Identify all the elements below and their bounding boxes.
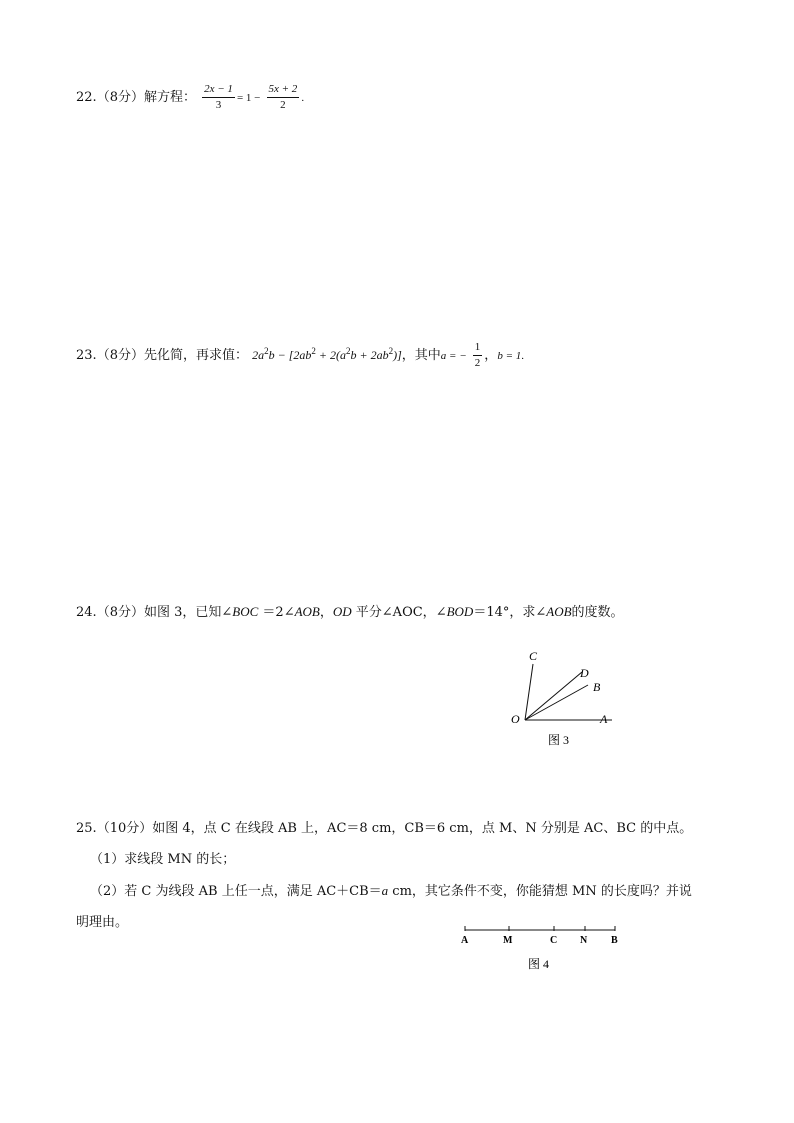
q22-equals-one: = 1 − bbox=[236, 92, 261, 104]
question-22 bbox=[76, 82, 304, 113]
q24-text: ＝14°，求 bbox=[473, 605, 536, 620]
figure-3-caption: 图 3 bbox=[548, 733, 570, 747]
q22-lhs-denominator: 3 bbox=[215, 99, 222, 111]
q25-number: 25. bbox=[76, 821, 97, 836]
label-b: B bbox=[611, 935, 618, 946]
q24-math: ∠BOC bbox=[221, 604, 259, 619]
q23-sep: ， bbox=[484, 348, 498, 363]
q22-score: （8分） bbox=[96, 90, 144, 105]
label-d: D bbox=[580, 666, 589, 680]
q23-cond-b: b = 1 bbox=[497, 350, 522, 362]
q25-part2-continued: 明理由。 bbox=[76, 915, 129, 930]
label-o: O bbox=[511, 712, 520, 726]
q24-text: 如图 3，已知 bbox=[143, 605, 222, 620]
ray-ob bbox=[525, 685, 588, 720]
q24-math: ∠BOD bbox=[435, 604, 474, 619]
q22-prompt: 解方程： bbox=[143, 90, 196, 105]
q22-end: . bbox=[301, 92, 305, 104]
q23-a-fraction bbox=[473, 340, 483, 371]
q24-text: 的度数。 bbox=[571, 605, 624, 620]
q23-score: （8分） bbox=[96, 348, 144, 363]
q22-number: 22. bbox=[76, 90, 97, 105]
ray-od bbox=[525, 672, 582, 720]
q24-score: （8分） bbox=[96, 605, 144, 620]
label-c: C bbox=[529, 649, 538, 663]
q24-text: ＝2 bbox=[258, 605, 284, 620]
q23-expr-exp: 2 bbox=[346, 346, 351, 356]
q24-math: ∠AOB bbox=[535, 604, 572, 619]
q23-a-numerator: 1 bbox=[473, 340, 483, 356]
q23-expr-exp: 2 bbox=[311, 346, 316, 356]
q23-expr-part: + 2(a bbox=[315, 348, 346, 362]
ray-oc bbox=[525, 664, 533, 720]
q22-lhs-fraction bbox=[202, 82, 235, 113]
figure-3 bbox=[500, 640, 630, 755]
q22-rhs-denominator: 2 bbox=[280, 99, 286, 111]
question-25 bbox=[76, 822, 692, 835]
question-23 bbox=[76, 340, 524, 371]
q23-where: ，其中 bbox=[401, 348, 441, 363]
q22-rhs-numerator: 5x + 2 bbox=[267, 82, 300, 98]
q25-part2-variable: a bbox=[381, 883, 389, 898]
q22-rhs-fraction bbox=[267, 82, 300, 113]
q24-number: 24. bbox=[76, 605, 97, 620]
label-a: A bbox=[600, 712, 608, 726]
q25-part1: （1）求线段 MN 的长； bbox=[90, 852, 236, 867]
q25-part2-text: cm，其它条件不变，你能猜想 MN 的长度吗？并说 bbox=[388, 884, 692, 899]
q25-part2 bbox=[90, 884, 692, 898]
q23-expr-exp: 2 bbox=[264, 346, 269, 356]
q23-expr-part: )] bbox=[393, 348, 402, 362]
q24-text: 平分∠AOC， bbox=[351, 605, 436, 620]
figure-4-caption: 图 4 bbox=[528, 957, 550, 971]
q23-a-denominator: 2 bbox=[474, 357, 481, 369]
label-c: C bbox=[550, 935, 558, 946]
q25-text: 如图 4，点 C 在线段 AB 上，AC＝8 cm，CB＝6 cm，点 M、N 分别是 AC、BC 的中点。 bbox=[152, 821, 693, 836]
q25-score: （10分） bbox=[96, 821, 153, 836]
q23-cond-a: a = − bbox=[440, 350, 467, 362]
label-a: A bbox=[461, 935, 469, 946]
q23-number: 23. bbox=[76, 348, 97, 363]
question-24 bbox=[76, 605, 624, 619]
q23-expr-exp: 2 bbox=[388, 346, 394, 356]
q23-prompt: 先化简，再求值： bbox=[143, 348, 248, 363]
q23-expr-part: 2a bbox=[252, 348, 265, 362]
q23-expr-part: b − [2ab bbox=[268, 348, 312, 362]
q23-end: . bbox=[521, 350, 524, 362]
q25-part2-text: （2）若 C 为线段 AB 上任一点，满足 AC＋CB＝ bbox=[90, 884, 382, 899]
q24-math: OD bbox=[332, 604, 352, 619]
label-b: B bbox=[593, 680, 601, 694]
q23-expression bbox=[252, 348, 402, 362]
q23-expr-part: b + 2ab bbox=[350, 348, 389, 362]
q22-lhs-numerator: 2x − 1 bbox=[202, 82, 235, 98]
q24-text: ， bbox=[319, 605, 333, 620]
q24-math: ∠AOB bbox=[283, 604, 320, 619]
label-m: M bbox=[503, 935, 513, 946]
figure-4 bbox=[455, 920, 630, 976]
label-n: N bbox=[580, 935, 588, 946]
